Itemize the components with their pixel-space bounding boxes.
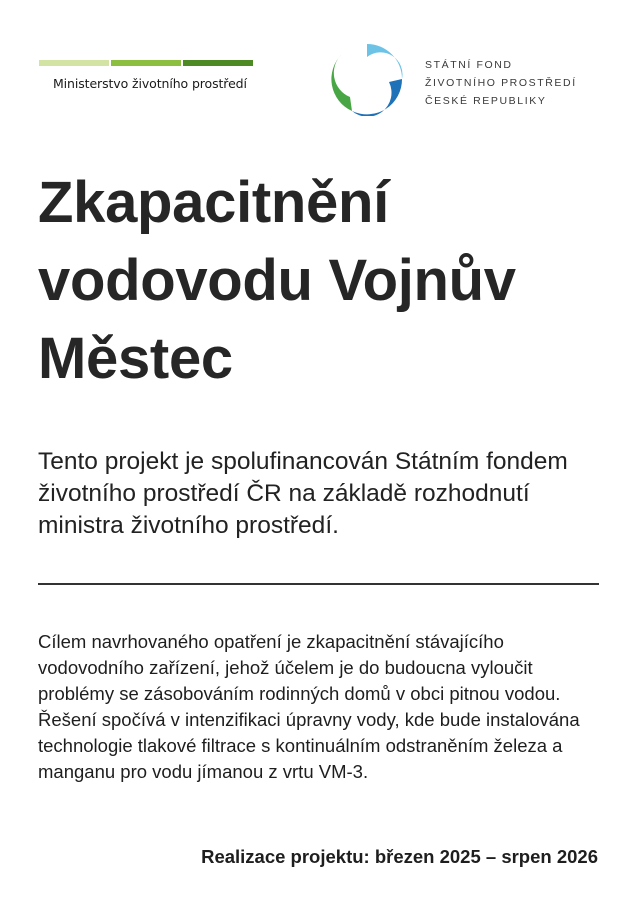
ministry-logo-label: Ministerstvo životního prostředí: [53, 76, 247, 91]
fund-logo-text: [425, 56, 577, 110]
fund-logo-icon: [330, 42, 404, 116]
ministry-logo-bars: [39, 60, 253, 66]
fund-logo-line-3: ČESKÉ REPUBLIKY: [425, 95, 547, 107]
ministry-logo-bar-light: [39, 60, 109, 66]
section-divider: [38, 583, 599, 585]
fund-logo-line-1: STÁTNÍ FOND: [425, 59, 513, 71]
cofinancing-statement: Tento projekt je spolufinancován Státním fondem životního prostředí ČR na základě rozhodnutí ministra životního prostředí.: [38, 448, 568, 539]
project-title: Zkapacitnění vodovodu Vojnův Městec: [38, 170, 516, 391]
ministry-logo-bar-medium: [111, 60, 181, 66]
ministry-logo: [39, 60, 253, 91]
project-description: Cílem navrhovaného opatření je zkapacitnění stávajícího vodovodního zařízení, jehož účelem je do budoucna vyloučit problémy se zásobováním rodinných domů v obci pitnou vodou. Řešení spočívá v intenzifikaci úpravny vody, kde bude instalována technologie tlakové filtrace s kontinuálním odstraněním železa a manganu pro vodu jímanou z vrtu VM-3.: [38, 631, 580, 782]
fund-logo-line-2: ŽIVOTNÍHO PROSTŘEDÍ: [425, 77, 577, 89]
project-timeline: Realizace projektu: březen 2025 – srpen 2026: [201, 846, 598, 867]
ministry-logo-bar-dark: [183, 60, 253, 66]
